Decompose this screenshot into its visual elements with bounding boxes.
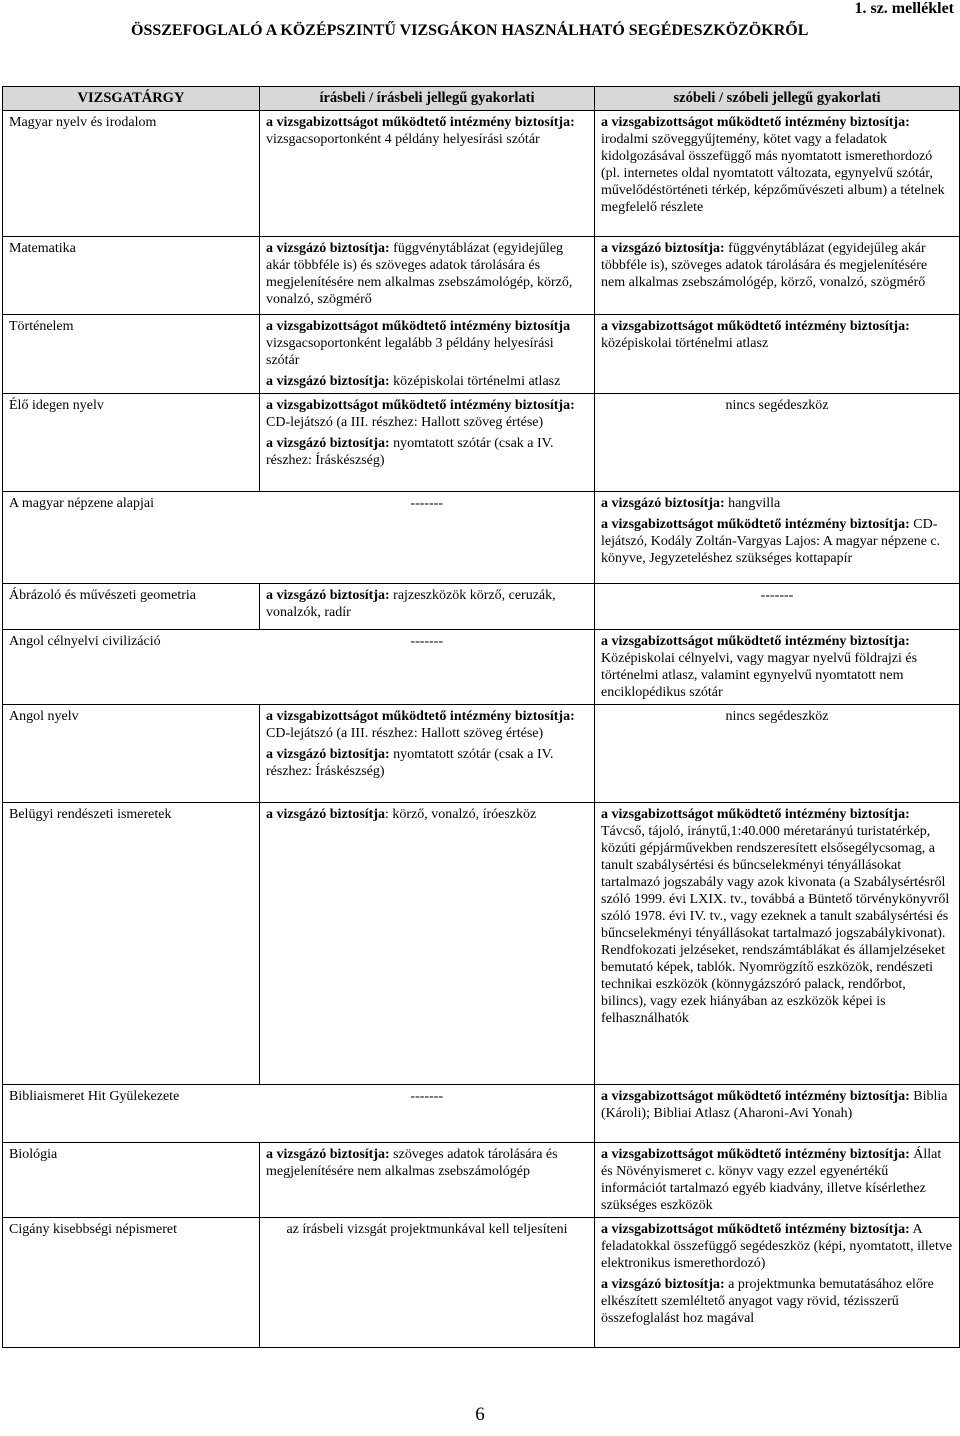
written-cell: [260, 705, 595, 803]
aid-text: vizsgacsoportonként 4 példány helyesírási szótár: [266, 132, 540, 147]
provider-label: a vizsgabizottságot működtető intézmény biztosítja:: [266, 115, 575, 130]
table-row: [3, 705, 960, 803]
written-cell: [260, 315, 595, 394]
oral-cell: [595, 315, 960, 394]
provider-label: a vizsgázó biztosítja: [266, 807, 385, 822]
appendix-label: 1. sz. melléklet: [854, 0, 954, 17]
written-cell: az írásbeli vizsgát projektmunkával kell teljesíteni: [260, 1218, 595, 1348]
table-row: [3, 315, 960, 394]
aid-text: középiskolai történelmi atlasz: [601, 336, 769, 351]
table-row: [3, 1085, 960, 1143]
aid-text: : körző, vonalzó, íróeszköz: [384, 807, 537, 822]
aid-text: CD-lejátszó, Kodály Zoltán-Vargyas Lajos: A magyar népzene c. könyve, Jegyzeteléshez szükséges kottapapír: [601, 517, 941, 566]
oral-cell: [595, 237, 960, 315]
aid-text: függvénytáblázat (egyidejűleg akár többféle is) és szöveges adatok tárolására és megjelenítésére nem alkalmas zsebszámológép, körző, vonalzó, szögmérő: [266, 241, 573, 307]
provider-label: a vizsgabizottságot működtető intézmény biztosítja:: [601, 634, 910, 649]
oral-cell: [595, 803, 960, 1085]
provider-label: a vizsgabizottságot működtető intézmény biztosítja:: [601, 807, 910, 822]
provider-label: a vizsgázó biztosítja:: [601, 1277, 725, 1292]
written-cell: -------: [260, 492, 595, 584]
provider-label: a vizsgázó biztosítja:: [266, 1147, 390, 1162]
aid-text: nyomtatott szótár (csak a IV. részhez: Íráskészség): [266, 747, 554, 779]
written-cell: [260, 111, 595, 237]
table-row: [3, 394, 960, 492]
subject-cell: Belügyi rendészeti ismeretek: [3, 803, 260, 1085]
written-cell: [260, 584, 595, 630]
provider-label: a vizsgabizottságot működtető intézmény biztosítja:: [601, 1089, 910, 1104]
aid-text: középiskolai történelmi atlasz: [389, 374, 561, 389]
provider-label: a vizsgázó biztosítja:: [266, 374, 390, 389]
oral-cell: [595, 1218, 960, 1348]
table-row: [3, 237, 960, 315]
oral-cell: [595, 111, 960, 237]
table-row: [3, 1143, 960, 1218]
table-row: [3, 630, 960, 705]
subject-cell: Cigány kisebbségi népismeret: [3, 1218, 260, 1348]
aid-text: irodalmi szöveggyűjtemény, kötet vagy a feladatok kidolgozásával összefüggő más nyomtatott ismerethordozó (pl. internetes oldal nyomtatott változata, egynyelvű szótár, művelődéstörténeti térkép, képzőművészeti album) a tételnek megfelelő részlete: [601, 132, 945, 215]
aid-text: nyomtatott szótár (csak a IV. részhez: Íráskészség): [266, 436, 554, 468]
table-row: [3, 492, 960, 584]
aid-text: hangvilla: [724, 496, 781, 511]
table-row: [3, 584, 960, 630]
provider-label: a vizsgázó biztosítja:: [266, 241, 390, 256]
subject-cell: Matematika: [3, 237, 260, 315]
subject-cell: Magyar nyelv és irodalom: [3, 111, 260, 237]
subject-cell: Angol célnyelvi civilizáció: [3, 630, 260, 705]
subject-cell: Angol nyelv: [3, 705, 260, 803]
subject-cell: Ábrázoló és művészeti geometria: [3, 584, 260, 630]
oral-cell: [595, 1085, 960, 1143]
provider-label: a vizsgabizottságot működtető intézmény biztosítja:: [601, 517, 910, 532]
table-header-row: [3, 87, 960, 111]
subject-cell: Élő idegen nyelv: [3, 394, 260, 492]
provider-label: a vizsgabizottságot működtető intézmény biztosítja: [266, 319, 571, 334]
provider-label: a vizsgázó biztosítja:: [266, 747, 390, 762]
aid-text: Középiskolai célnyelvi, vagy magyar nyelvű földrajzi és történelmi atlasz, valamint egynyelvű nyomtatott nem enciklopédikus szótár: [601, 651, 918, 700]
provider-label: a vizsgabizottságot működtető intézmény biztosítja:: [601, 1222, 910, 1237]
oral-cell: -------: [595, 584, 960, 630]
oral-cell: [595, 630, 960, 705]
aid-text: CD-lejátszó (a III. részhez: Hallott szöveg értése): [266, 726, 544, 741]
provider-label: a vizsgabizottságot működtető intézmény biztosítja:: [601, 115, 910, 130]
written-cell: -------: [260, 630, 595, 705]
oral-cell: [595, 492, 960, 584]
provider-label: a vizsgázó biztosítja:: [601, 496, 725, 511]
oral-cell: [595, 1143, 960, 1218]
written-cell: [260, 803, 595, 1085]
aid-text: A feladatokkal összefüggő segédeszköz (képi, nyomtatott, illetve elektronikus ismerethordozó): [601, 1222, 953, 1271]
written-cell: [260, 394, 595, 492]
subject-cell: Történelem: [3, 315, 260, 394]
document-title: ÖSSZEFOGLALÓ A KÖZÉPSZINTŰ VIZSGÁKON HASZNÁLHATÓ SEGÉDESZKÖZÖKRŐL: [131, 22, 809, 39]
provider-label: a vizsgázó biztosítja:: [601, 241, 725, 256]
aids-table: [2, 86, 960, 1348]
aid-text: függvénytáblázat (egyidejűleg akár többféle is), szöveges adatok tárolására és megjelenítésére nem alkalmas zsebszámológép, körző, vonalzó, szögmérő: [601, 241, 928, 290]
page-number: 6: [475, 1404, 485, 1425]
header-written: írásbeli / írásbeli jellegű gyakorlati: [260, 87, 595, 111]
written-cell: [260, 1143, 595, 1218]
written-cell: [260, 237, 595, 315]
provider-label: a vizsgabizottságot működtető intézmény biztosítja:: [601, 1147, 910, 1162]
aid-text: a projektmunka bemutatásához előre elkészített szemléltető anyagot vagy rövid, tézisszerű összefoglalást hoz magával: [601, 1277, 934, 1326]
subject-cell: Bibliaismeret Hit Gyülekezete: [3, 1085, 260, 1143]
aid-text: rajzeszközök körző, ceruzák, vonalzók, radír: [266, 588, 556, 620]
provider-label: a vizsgabizottságot működtető intézmény biztosítja:: [601, 319, 910, 334]
provider-label: a vizsgabizottságot működtető intézmény biztosítja:: [266, 398, 575, 413]
table-row: [3, 111, 960, 237]
aid-text: CD-lejátszó (a III. részhez: Hallott szöveg értése): [266, 415, 544, 430]
aid-text: szöveges adatok tárolására és megjelenítésére nem alkalmas zsebszámológép: [266, 1147, 558, 1179]
provider-label: a vizsgabizottságot működtető intézmény biztosítja:: [266, 709, 575, 724]
aid-text: Biblia (Károli); Bibliai Atlasz (Aharoni-Avi Yonah): [601, 1089, 948, 1121]
table-row: [3, 1218, 960, 1348]
aid-text: vizsgacsoportonként legalább 3 példány helyesírási szótár: [266, 336, 554, 368]
header-oral: szóbeli / szóbeli jellegű gyakorlati: [595, 87, 960, 111]
table-row: [3, 803, 960, 1085]
subject-cell: Biológia: [3, 1143, 260, 1218]
oral-cell: nincs segédeszköz: [595, 394, 960, 492]
provider-label: a vizsgázó biztosítja:: [266, 588, 390, 603]
provider-label: a vizsgázó biztosítja:: [266, 436, 390, 451]
written-cell: -------: [260, 1085, 595, 1143]
oral-cell: nincs segédeszköz: [595, 705, 960, 803]
subject-cell: A magyar népzene alapjai: [3, 492, 260, 584]
aid-text: Távcső, tájoló, iránytű,1:40.000 méretarányú turistatérkép, közúti gépjárművekben rendszeresített elsősegélycsomag, a tanult szabálysértési és bűncselekményi tényállásokat tartalmazó jogszabály vagy azok kivonata (a Szabálysértésről szóló 1999. évi LXIX. tv., továbbá a Büntető törvénykönyvről szóló 1978. évi IV. tv., vagy ezeknek a tanult szabálysértési és bűncselekményi tényállásokat tartalmazó jogszabálykivonat). Rendfokozati jelzéseket, rendszámtáblákat és államjelzéseket bemutató képek, tablók. Nyomrögzítő eszközök, rendészeti technikai eszközök (könnygázszóró palack, rendőrbot, bilincs), vagy ezek hiányában az eszközök képei is felhasználhatók: [601, 824, 950, 1026]
aid-text: Állat és Növényismeret c. könyv vagy ezzel egyenértékű információt tartalmazó egyéb kiadvány, illetve kísérlethez szükséges eszközök: [601, 1147, 942, 1213]
header-subject: VIZSGATÁRGY: [3, 87, 260, 111]
